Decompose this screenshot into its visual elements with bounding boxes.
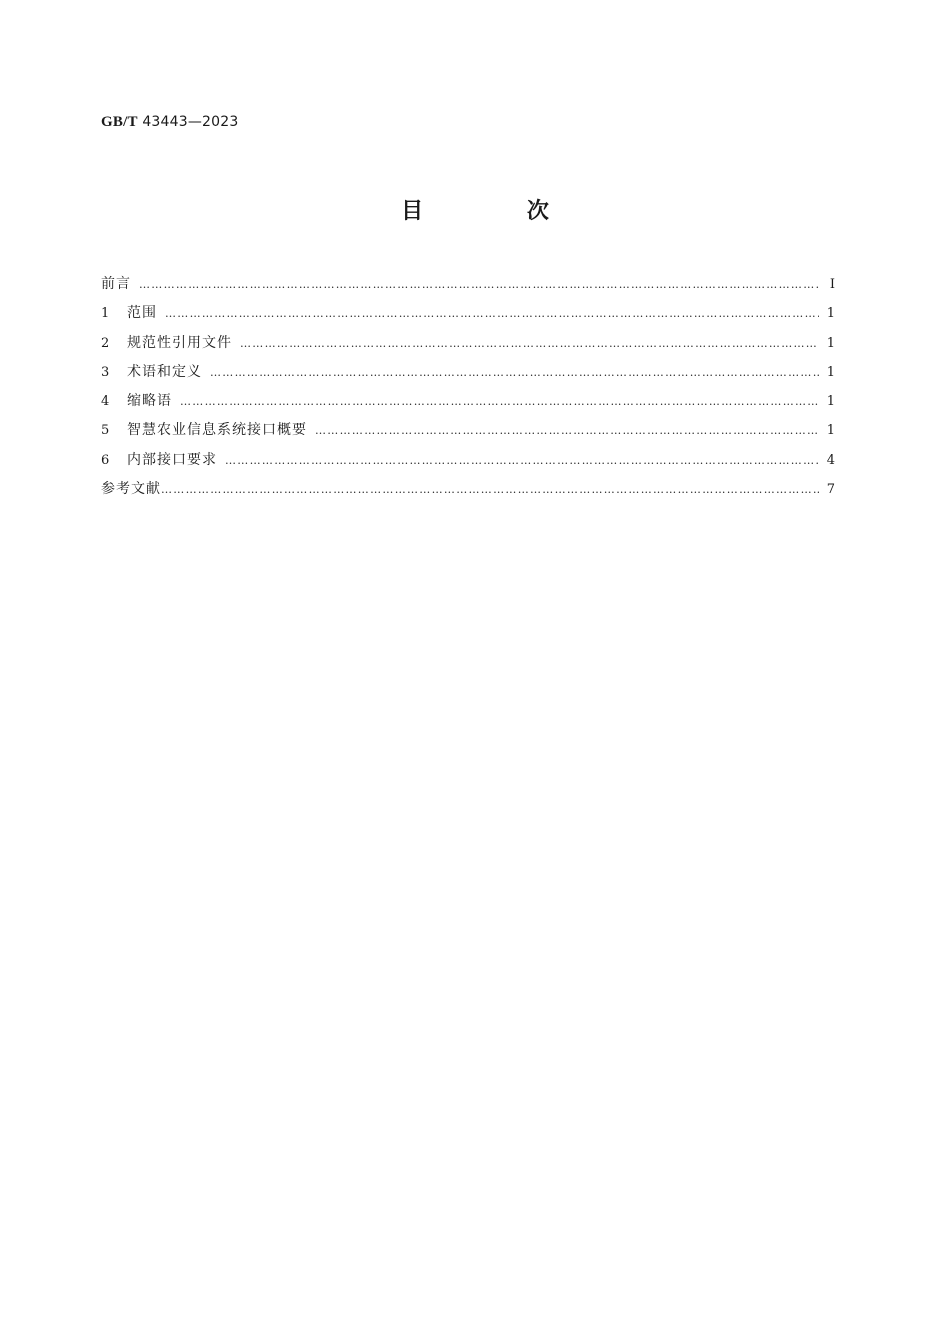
toc-entry-number: 6 — [101, 452, 110, 468]
toc-entry-number: 4 — [101, 394, 110, 410]
toc-entry-label: 智慧农业信息系统接口概要 — [127, 422, 307, 439]
toc-entry-foreword[interactable] — [101, 270, 835, 299]
toc-leader — [225, 446, 819, 475]
toc-entry-label: 范围 — [127, 305, 157, 322]
toc-entry-page: Ⅰ — [829, 277, 835, 292]
toc-entry-page: 4 — [826, 452, 835, 468]
toc-entry-label: 术语和定义 — [127, 363, 202, 380]
toc-entry-page: 1 — [826, 306, 835, 322]
toc-leader — [165, 299, 819, 328]
toc-entry-abbreviations[interactable] — [101, 387, 835, 416]
toc-leader — [315, 416, 819, 445]
page-title: 目 次 — [401, 199, 597, 224]
table-of-contents — [101, 270, 835, 504]
toc-entry-page: 7 — [826, 482, 835, 498]
toc-entry-page: 1 — [826, 335, 835, 351]
standard-prefix: GB/T — [101, 114, 138, 130]
toc-entry-label: 规范性引用文件 — [127, 334, 232, 351]
toc-entry-label: 内部接口要求 — [127, 451, 217, 468]
toc-leader — [210, 358, 819, 387]
toc-leader — [161, 475, 819, 504]
toc-entry-internal-interface[interactable] — [101, 446, 835, 475]
toc-leader — [180, 387, 819, 416]
toc-entry-interface-overview[interactable] — [101, 416, 835, 445]
toc-entry-number: 5 — [101, 423, 110, 439]
toc-entry-page: 1 — [826, 423, 835, 439]
toc-entry-terms-definitions[interactable] — [101, 358, 835, 387]
toc-entry-page: 1 — [826, 394, 835, 410]
standard-code — [101, 114, 238, 131]
toc-entry-page: 1 — [826, 364, 835, 380]
toc-entry-scope[interactable] — [101, 299, 835, 328]
standard-number: 43443—2023 — [142, 114, 239, 130]
toc-leader — [240, 329, 819, 358]
toc-entry-label: 缩略语 — [127, 393, 172, 410]
toc-entry-number: 2 — [101, 335, 110, 351]
toc-entry-label: 前言 — [101, 276, 131, 292]
toc-entry-number: 1 — [101, 306, 110, 322]
toc-leader — [139, 270, 819, 299]
toc-entry-bibliography[interactable] — [101, 475, 835, 504]
toc-entry-normative-references[interactable] — [101, 329, 835, 358]
toc-entry-label: 参考文献 — [101, 481, 161, 498]
toc-entry-number: 3 — [101, 364, 110, 380]
